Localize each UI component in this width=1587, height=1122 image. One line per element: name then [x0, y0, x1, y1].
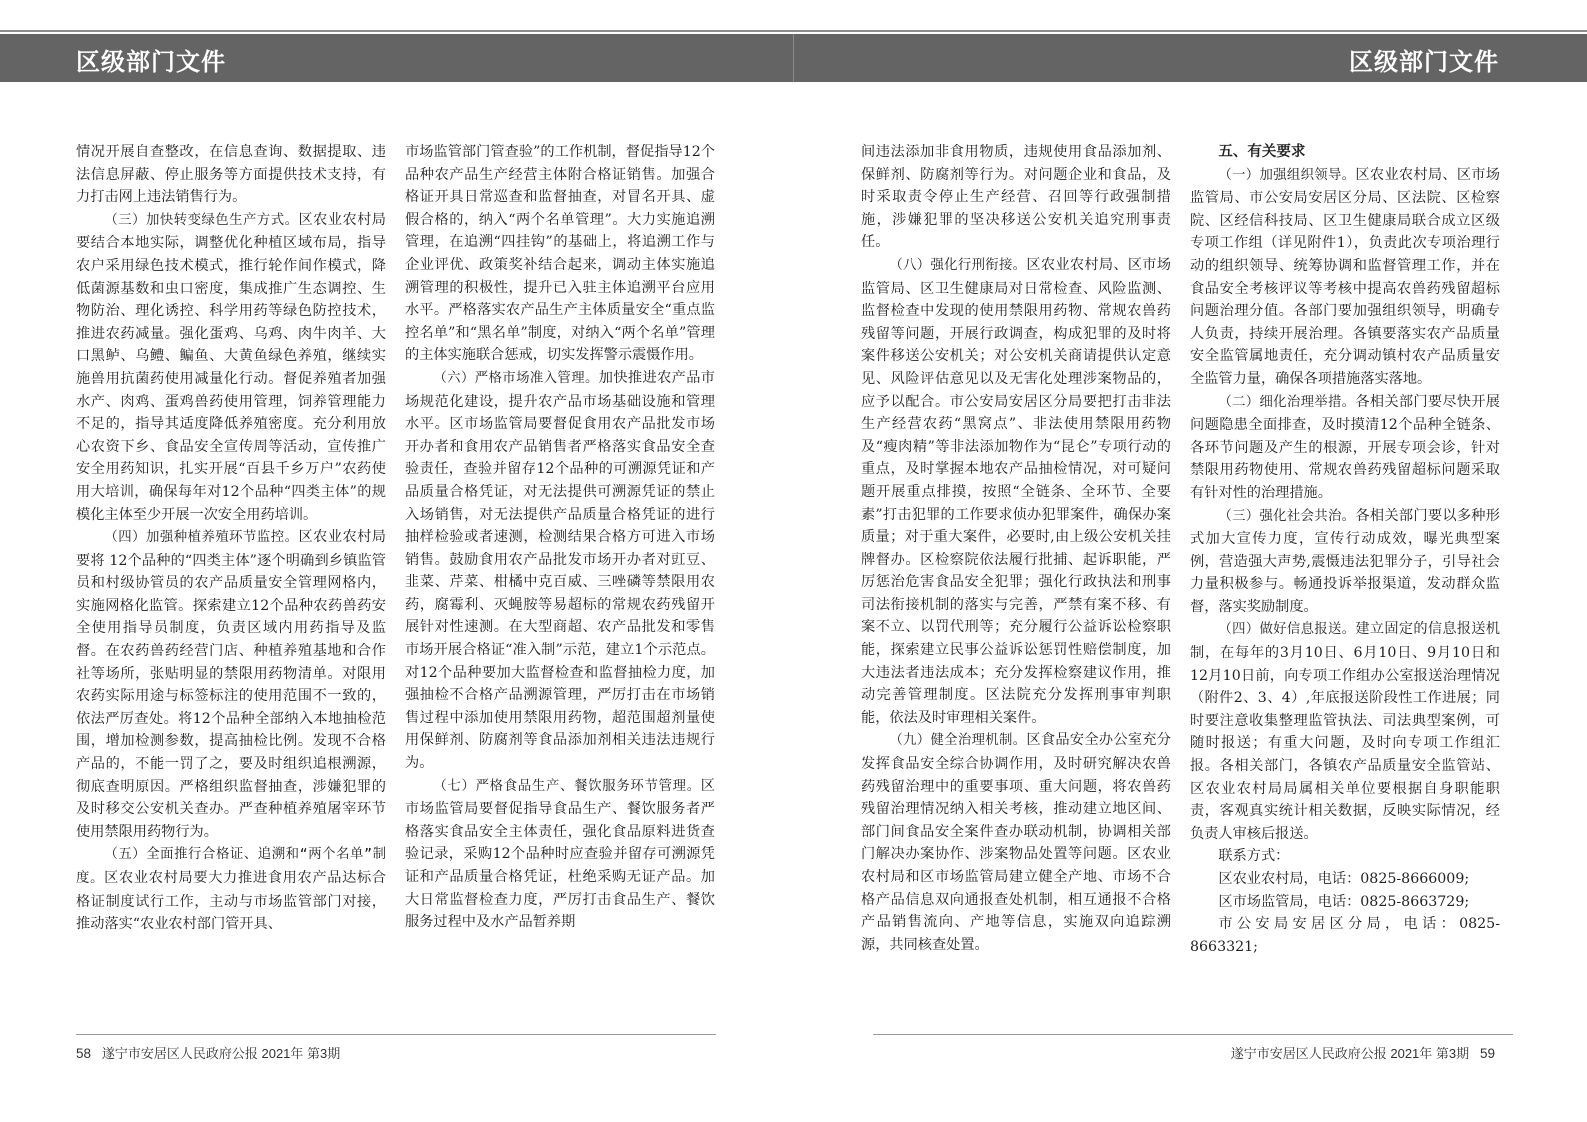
- subsection-title: （九）健全治理机制。: [889, 733, 1027, 749]
- subsection-paragraph: [76, 526, 386, 843]
- spine-divider: [793, 34, 794, 82]
- subsection-body: 区市场监管局要督促指导食品生产、餐饮服务者严格落实食品安全主体责任，强化食品原料进货查验记录，采购12个品种时应查验并留存可溯源凭证和产品质量合格凭证，杜绝采购无证产品。加大日常监督检查力度，严厉打击食品生产、餐饮服务过程中及水产品暂养期: [405, 777, 715, 931]
- subsection-paragraph: [1190, 391, 1500, 505]
- body-paragraph: 市公安局安居区分局，电话：0825-8663321;: [1190, 916, 1500, 955]
- subsection-body: 各相关部门要尽快开展问题隐患全面排查，及时摸清12个品种全链条、各环节问题及产生的根源，开展专项会诊，针对禁限用药物使用、常规农兽药残留超标问题采取有针对性的治理措施。: [1190, 393, 1500, 501]
- left-footer: [76, 1043, 340, 1062]
- subsection-title: （一）加强组织领导。: [1218, 167, 1356, 183]
- subsection-title: （六）严格市场准入管理。: [433, 370, 599, 386]
- subsection-body: 区农业农村局要将 12个品种的“四类主体”逐个明确到乡镇监管员和村级协管员的农产品质量安全管理网格内，实施网格化监管。探索建立12个品种农药兽药安全使用指导员制度，负责区域内用药指导及监督。在农药兽药经营门店、种植养殖基地和合作社等场所，张贴明显的禁限用药物清单。对限用农药实际用途与标签标注的使用范围不一致的，依法严厉查处。将12个品种全部纳入本地抽检范围，增加检测参数，提高抽检比例。发现不合格产品的，不能一罚了之，要及时组织追根溯源，彻底查明原因。严格组织监督抽查，涉嫌犯罪的及时移交公安机关查办。严查种植养殖屠宰环节使用禁限用药物行为。: [76, 529, 386, 840]
- subsection-paragraph: [405, 775, 715, 934]
- subsection-title: （七）严格食品生产、餐饮服务环节管理。: [433, 778, 701, 794]
- text-column-3: [861, 141, 1171, 956]
- right-footer: [1231, 1043, 1495, 1062]
- subsection-body: 区食品安全办公室充分发挥食品安全综合协调作用，及时研究解决农兽药残留治理中的重要事项、重大问题，将农兽药残留治理情况纳入相关考核，推动建立地区间、部门间食品安全案件查办联动机制，协调相关部门解决办案协作、涉案物品处置等问题。区农业农村局和区市场监管局建立健全产地、市场不合格产品信息双向通报查处机制，相互通报不合格产品销售流向、产地等信息，实施双向追踪溯源，共同核查处置。: [861, 732, 1171, 953]
- subsection-paragraph: [1190, 164, 1500, 391]
- subsection-body: 区农业农村局要大力推进食用农产品达标合格证制度试行工作，主动与市场监管部门对接，推动落实“农业农村部门管开具、: [76, 870, 386, 933]
- body-paragraph: 情况开展自查整改，在信息查询、数据提取、违法信息屏蔽、停止服务等方面提供技术支持，有力打击网上违法销售行为。: [76, 144, 386, 206]
- subsection-title: （三）加快转变绿色生产方式。: [104, 212, 299, 228]
- subsection-body: 建立固定的信息报送机制，在每年的3月10日、6月10日、9月10日和12月10日前，向专项工作组办公室报送治理情况（附件2、3、4）,年底报送阶段性工作进展；同时要注意收集整理监管执法、司法典型案例，可随时报送；有重大问题，及时向专项工作组汇报。各相关部门，各镇农产品质量安全监管站、区农业农村局局属相关单位要根据自身职能职责，客观真实统计相关数据，反映实际情况，经负责人审核后报送。: [1190, 621, 1500, 842]
- text-column-2: [405, 141, 715, 934]
- left-page-section-title: 区级部门文件: [76, 48, 226, 76]
- subsection-title: （四）加强种植养殖环节监控。: [104, 530, 299, 546]
- right-page-number: 59: [1479, 1046, 1495, 1061]
- subsection-title: （四）做好信息报送。: [1218, 622, 1356, 638]
- text-column-1: [76, 141, 386, 936]
- section-heading-text: 五、有关要求: [1218, 144, 1306, 160]
- subsection-title: （二）细化治理举措。: [1218, 394, 1356, 410]
- body-paragraph: 间违法添加非食用物质，违规使用食品添加剂、保鲜剂、防腐剂等行为。对问题企业和食品，及时采取责令停止生产经营、召回等行政强制措施，涉嫌犯罪的坚决移送公安机关追究刑事责任。: [861, 144, 1171, 251]
- subsection-body: 区农业农村局要结合本地实际，调整优化种植区域布局，指导农户采用绿色技术模式，推行轮作间作模式，降低菌源基数和虫口密度，集成推广生态调控、生物防治、理化诱控、科学用药等绿色防控技术，推进农药减量。强化蛋鸡、乌鸡、肉牛肉羊、大口黑鲈、乌鳢、鳊鱼、大黄鱼绿色养殖，继续实施兽用抗菌药使用减量化行动。督促养殖者加强水产、肉鸡、蛋鸡兽药使用管理，饲养管理能力不足的，指导其适度降低养殖密度。充分利用放心农资下乡、食品安全宣传周等活动，宣传推广安全用药知识，扎实开展“百县千乡万户”农药使用大培训，确保每年对12个品种“四类主体”的规模化主体至少开展一次安全用药培训。: [76, 211, 386, 523]
- subsection-paragraph: [76, 209, 386, 526]
- subsection-title: （八）强化行刑衔接。: [889, 257, 1027, 273]
- body-paragraph: 联系方式：: [1218, 848, 1290, 865]
- subsection-title: （五）全面推行合格证、追溯和“两个名单”制度。: [76, 847, 386, 886]
- subsection-paragraph: [861, 729, 1171, 956]
- text-column-4: [1190, 141, 1500, 958]
- body-paragraph: 区农业农村局，电话：0825-8666009;: [1218, 871, 1470, 887]
- subsection-body: 加快推进农产品市场规范化建设，提升农产品市场基础设施和管理水平。区市场监管局要督促食用农产品批发市场开办者和食用农产品销售者严格落实食品安全查验责任，查验并留存12个品种的可溯源凭证和产品质量合格凭证，对无法提供可溯源凭证的禁止入场销售，对无法提供产品质量合格凭证的进行抽样检验或者速测，检测结果合格方可进入市场销售。鼓励食用农产品批发市场开办者对豇豆、韭菜、芹菜、柑橘中克百威、三唑磷等禁限用农药，腐霉利、灭蝇胺等易超标的常规农药残留开展针对性速测。在大型商超、农产品批发和零售市场开展合格证“准入制”示范，建立1个示范点。对12个品种要加大监督检查和监督抽检力度，加强抽检不合格产品溯源管理，严厉打击在市场销售过程中添加使用禁限用药物，超范围超剂量使用保鲜剂、防腐剂等食品添加剂相关违法违规行为。: [405, 369, 715, 772]
- right-footer-text: 遂宁市安居区人民政府公报 2021年 第3期: [1230, 1046, 1470, 1061]
- subsection-body: 区农业农村局、区市场监管局、市公安局安居区分局、区法院、区检察院、区经信科技局、区卫生健康局联合成立区级专项工作组（详见附件1），负责此次专项治理行动的组织领导、统筹协调和监督管理工作，并在食品安全考核评议等考核中提高农兽药残留超标问题治理分值。各部门要加强组织领导，明确专人负责，持续开展治理。各镇要落实农产品质量安全监管属地责任，充分调动镇村农产品质量安全监管力量，确保各项措施落实落地。: [1190, 166, 1500, 387]
- subsection-body: 各相关部门要以多种形式加大宣传力度，宣传行动成效，曝光典型案例，营造强大声势,震慑违法犯罪分子，引导社会力量积极参与。畅通投诉举报渠道，发动群众监督，落实奖励制度。: [1190, 507, 1500, 615]
- body-paragraph: 市场监管部门管查验”的工作机制，督促指导12个品种农产品生产经营主体附合格证销售。加强合格证开具日常巡查和监督抽查，对冒名开具、虚假合格的，纳入“两个名单管理”。大力实施追溯管理，在追溯“四挂钩”的基础上，将追溯工作与企业评优、政策奖补结合起来，调动主体实施追溯管理的积极性，提升已入驻主体追溯平台应用水平。严格落实农产品生产主体质量安全“重点监控名单”和“黑名单”制度，对纳入“两个名单”管理的主体实施联合惩戒，切实发挥警示震慑作用。: [405, 144, 715, 364]
- subsection-paragraph: [1190, 505, 1500, 619]
- body-paragraph: 区市场监管局，电话：0825-8663729;: [1218, 893, 1470, 910]
- right-footer-rule: [873, 1034, 1513, 1035]
- subsection-body: 区农业农村局、区市场监管局、区卫生健康局对日常检查、风险监测、监督检查中发现的使用禁限用药物、常规农兽药残留等问题，开展行政调查，构成犯罪的及时将案件移送公安机关；对公安机关商请提供认定意见、风险评估意见以及无害化处理涉案物品的，应予以配合。市公安局安居区分局要把打击非法生产经营农药“黑窝点”、非法使用禁限用药物及“瘦肉精”等非法添加物作为“昆仑”专项行动的重点，及时掌握本地农产品抽检情况，对可疑问题开展重点排摸，按照“全链条、全环节、全要素”打击犯罪的工作要求侦办犯罪案件，确保办案质量；对于重大案件，必要时,由上级公安机关挂牌督办。区检察院依法履行批捕、起诉职能，严厉惩治危害食品安全犯罪；强化行政执法和刑事司法衔接机制的落实与完善，严禁有案不移、有案不立、以罚代刑等；充分履行公益诉讼检察职能，探索建立民事公益诉讼惩罚性赔偿制度，加大违法者违法成本；充分发挥检察建议作用，推动完善管理制度。区法院充分发挥刑事审判职能，依法及时审理相关案件。: [861, 256, 1171, 726]
- subsection-paragraph: [861, 254, 1171, 729]
- subsection-paragraph: [76, 843, 386, 935]
- left-footer-rule: [76, 1034, 716, 1035]
- right-page-section-title: 区级部门文件: [1349, 48, 1499, 76]
- left-footer-text: 遂宁市安居区人民政府公报 2021年 第3期: [101, 1046, 341, 1061]
- section-heading: [1190, 141, 1500, 164]
- subsection-title: （三）强化社会共治。: [1218, 508, 1356, 524]
- subsection-paragraph: [405, 367, 715, 775]
- header-top-rule: [0, 30, 1587, 32]
- left-page-number: 58: [76, 1046, 92, 1061]
- subsection-paragraph: [1190, 618, 1500, 845]
